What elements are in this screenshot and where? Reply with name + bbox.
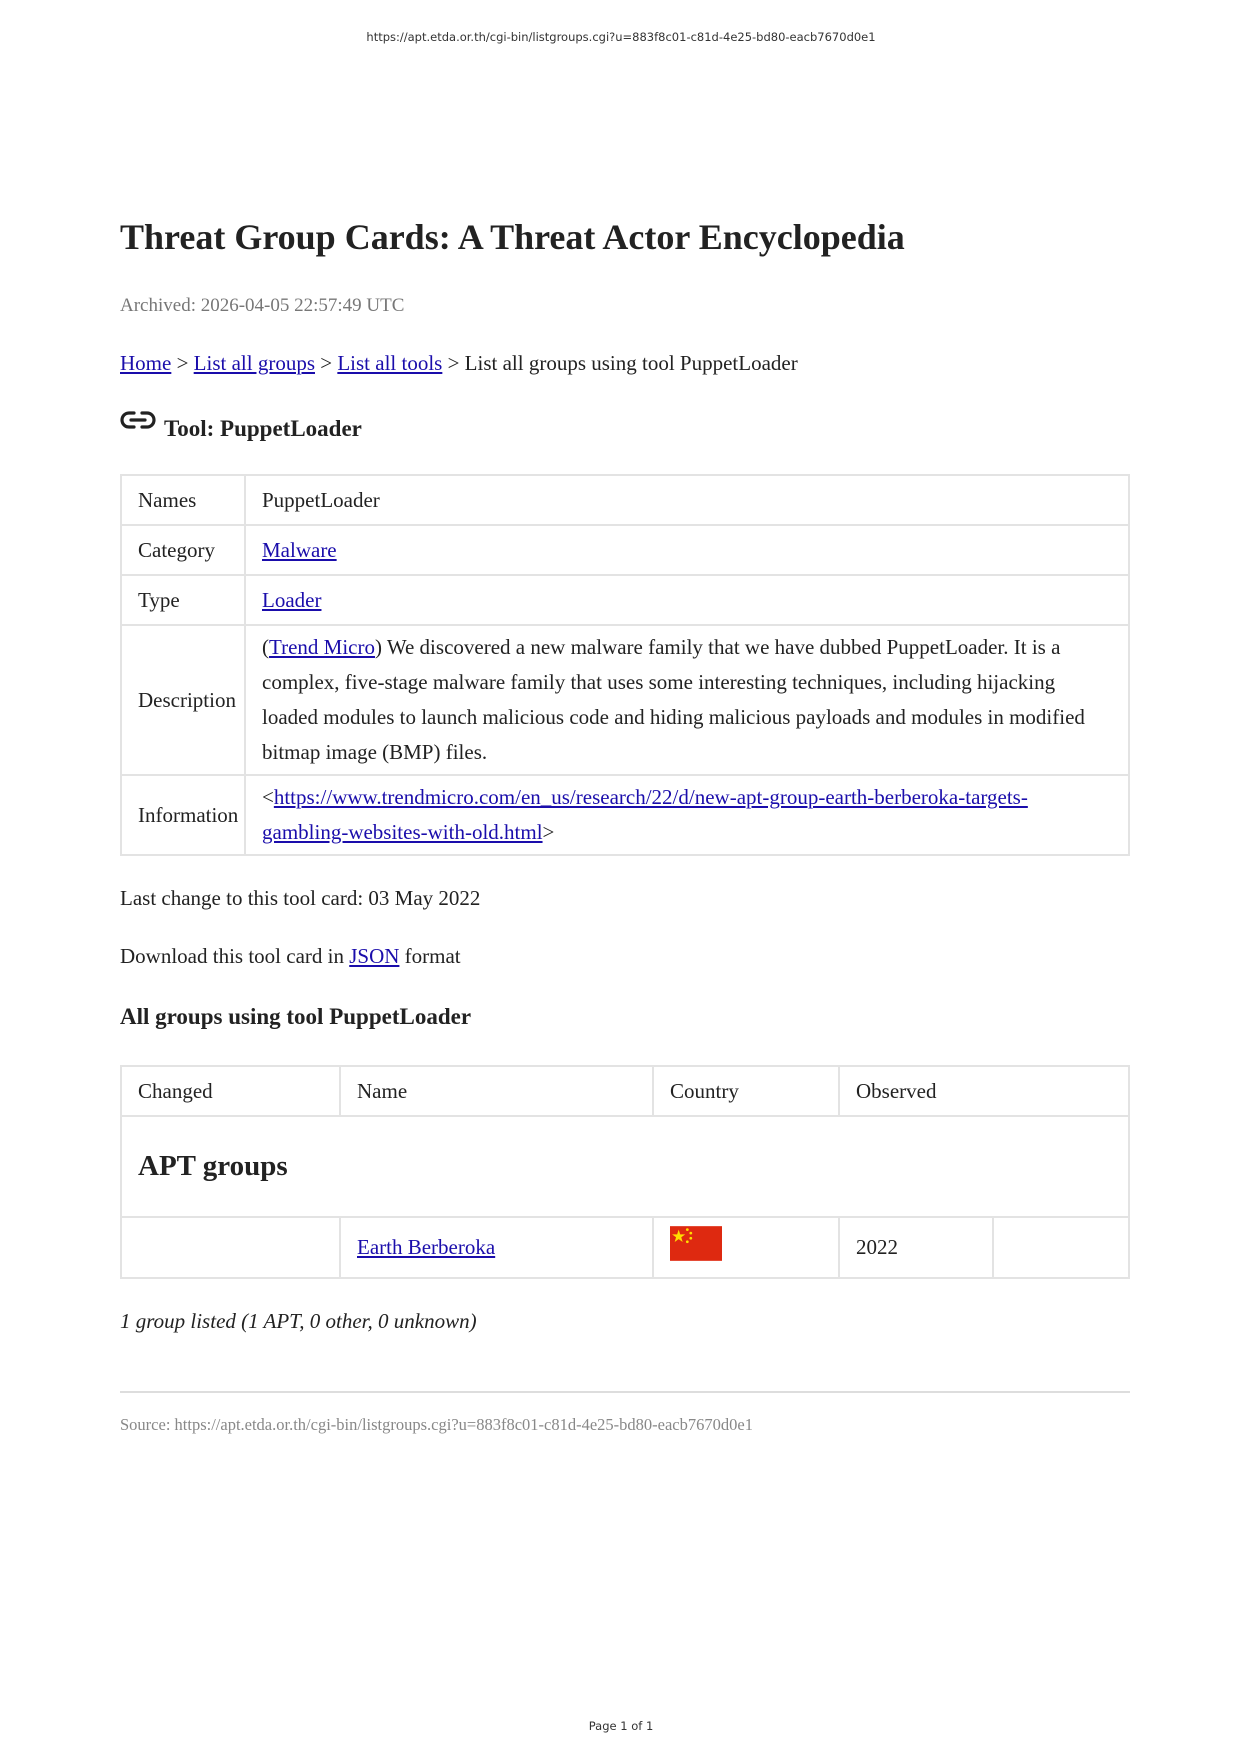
groups-summary: 1 group listed (1 APT, 0 other, 0 unknown)	[120, 1309, 477, 1333]
tool-card-row-description	[121, 625, 1129, 775]
tool-card-row-names	[121, 475, 1129, 525]
information-label: Information	[121, 775, 245, 855]
breadcrumb-current: > List all groups using tool PuppetLoader	[442, 351, 798, 375]
archived-timestamp: Archived: 2026-04-05 22:57:49 UTC	[120, 295, 405, 316]
groups-heading: All groups using tool PuppetLoader	[120, 1004, 472, 1029]
download-line	[120, 941, 1130, 971]
category-label: Category	[121, 525, 245, 575]
source-url: Source: https://apt.etda.or.th/cgi-bin/listgroups.cgi?u=883f8c01-c81d-4e25-bd80-eacb7670d0e1	[120, 1415, 753, 1434]
breadcrumb-home-link[interactable]: Home	[120, 351, 172, 375]
header-country: Country	[653, 1066, 839, 1116]
type-link[interactable]: Loader	[262, 587, 322, 612]
row-observed: 2022	[839, 1217, 993, 1278]
json-download-link[interactable]: JSON	[349, 944, 400, 968]
print-header-url: https://apt.etda.or.th/cgi-bin/listgroups.cgi?u=883f8c01-c81d-4e25-bd80-eacb7670d0e1	[366, 30, 876, 44]
divider	[120, 1391, 1130, 1393]
tool-heading	[120, 414, 1130, 444]
header-observed: Observed	[839, 1066, 1129, 1116]
names-value: PuppetLoader	[245, 475, 1129, 525]
information-open-bracket: <	[262, 785, 274, 809]
category-link[interactable]: Malware	[262, 537, 337, 562]
page-number: Page 1 of 1	[588, 1719, 654, 1733]
header-changed: Changed	[121, 1066, 340, 1116]
breadcrumb-groups-link[interactable]: List all groups	[193, 351, 315, 375]
type-label: Type	[121, 575, 245, 625]
tool-card-row-category	[121, 525, 1129, 575]
tool-card-row-information	[121, 775, 1129, 855]
description-source-link[interactable]: Trend Micro	[269, 635, 375, 659]
china-flag-icon	[670, 1226, 838, 1261]
breadcrumb-separator: >	[315, 351, 338, 375]
tool-heading-text: Tool: PuppetLoader	[164, 416, 362, 441]
download-prefix: Download this tool card in	[120, 944, 350, 968]
type-cell	[245, 575, 1129, 625]
breadcrumb-tools-link[interactable]: List all tools	[337, 351, 443, 375]
breadcrumb-separator: >	[171, 351, 194, 375]
information-close-bracket: >	[542, 820, 555, 844]
page-title: Threat Group Cards: A Threat Actor Encyclopedia	[120, 217, 905, 257]
download-suffix: format	[399, 944, 461, 968]
description-text: ) We discovered a new malware family that we have dubbed PuppetLoader. It is a complex, five-stage malware family that uses some interesting techniques, including hijacking loaded modules to launch malicious code and hiding malicious payloads and modules in modified bitmap image (BMP) files.	[262, 635, 1085, 764]
groups-table	[120, 1065, 1130, 1279]
row-extra	[993, 1217, 1129, 1278]
last-change-text: Last change to this tool card: 03 May 2022	[120, 886, 481, 910]
groups-section-row	[121, 1116, 1129, 1217]
group-name-link[interactable]: Earth Berberoka	[357, 1235, 496, 1259]
information-url-link[interactable]: https://www.trendmicro.com/en_us/research/22/d/new-apt-group-earth-berberoka-targets-gambling-websites-with-old.html	[262, 785, 1028, 844]
names-label: Names	[121, 475, 245, 525]
row-changed	[121, 1217, 340, 1278]
description-open-paren: (	[262, 635, 269, 659]
breadcrumb	[120, 348, 1130, 378]
section-apt-groups: APT groups	[121, 1116, 1129, 1217]
header-name: Name	[340, 1066, 653, 1116]
description-value	[245, 625, 1129, 775]
category-cell	[245, 525, 1129, 575]
groups-header-row	[121, 1066, 1129, 1116]
row-name-cell	[340, 1217, 653, 1278]
information-value	[245, 775, 1129, 855]
table-row	[121, 1217, 1129, 1278]
tool-card-row-type	[121, 575, 1129, 625]
description-label: Description	[121, 625, 245, 775]
page-content	[120, 210, 1130, 1436]
row-country-cell	[653, 1217, 839, 1278]
link-icon	[120, 406, 156, 434]
tool-card-table	[120, 474, 1130, 856]
